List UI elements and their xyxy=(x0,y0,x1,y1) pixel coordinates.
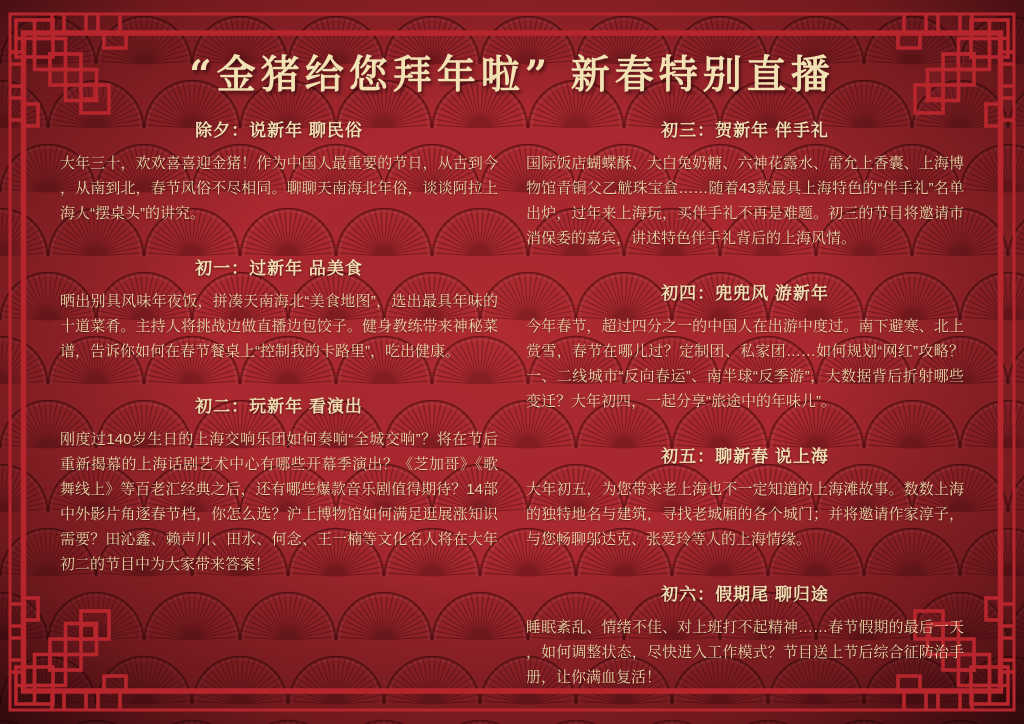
content-columns xyxy=(60,116,964,690)
section-body: 大年三十，欢欢喜喜迎金猪！作为中国人最重要的节日，从古到今，从南到北，春节风俗不尽相同。聊聊天南海北年俗，谈谈阿拉上海人“摆桌头”的讲究。 xyxy=(60,155,498,222)
page-title: “金猪给您拜年啦” 新春特别直播 xyxy=(189,52,835,98)
program-section-chuxi xyxy=(60,116,498,226)
right-column xyxy=(526,116,964,690)
section-title: 初二：玩新年 看演出 xyxy=(195,397,363,416)
section-body: 大年初五，为您带来老上海也不一定知道的上海滩故事。数数上海的独特地名与建筑，寻找老城厢的各个城门；并将邀请作家淳子，与您畅聊邬达克、张爱玲等人的上海情缘。 xyxy=(526,481,964,548)
section-body: 晒出别具风味年夜饭，拼凑天南海北“美食地图”，选出最具年味的十道菜肴。主持人将挑战边做直播边包饺子。健身教练带来神秘菜谱，告诉你如何在春节餐桌上“控制我的卡路里”，吃出健康。 xyxy=(60,293,498,360)
section-title: 初五：聊新春 说上海 xyxy=(661,447,829,466)
program-section-chuyi xyxy=(60,254,498,364)
section-title: 初四：兜兜风 游新年 xyxy=(661,284,829,303)
program-section-chuwu xyxy=(526,442,964,552)
section-title: 初三：贺新年 伴手礼 xyxy=(661,121,829,140)
program-section-chuliu xyxy=(526,580,964,690)
left-column xyxy=(60,116,498,690)
section-title: 初一：过新年 品美食 xyxy=(195,259,363,278)
section-body: 今年春节，超过四分之一的中国人在出游中度过。南下避寒、北上赏雪，春节在哪儿过？定制团、私家团……如何规划“网红”攻略？一、二线城市“反向春运”、南半球“反季游”，大数据背后折射哪些变迁？大年初四，一起分享“旅途中的年味儿”。 xyxy=(526,318,964,410)
section-body: 国际饭店蝴蝶酥、大白兔奶糖、六神花露水、雷允上香囊、上海博物馆青铜父乙觥珠宝盒……随着43款最具上海特色的“伴手礼”名单出炉，过年来上海玩，买伴手礼不再是难题。初三的节目将邀请市消保委的嘉宾，讲述特色伴手礼背后的上海风情。 xyxy=(526,155,964,247)
section-title: 除夕：说新年 聊民俗 xyxy=(195,121,363,140)
section-body: 刚度过140岁生日的上海交响乐团如何奏响“全城交响”？将在节后重新揭幕的上海话剧艺术中心有哪些开幕季演出？《芝加哥》《歌舞线上》等百老汇经典之后，还有哪些爆款音乐剧值得期待？14部中外影片角逐春节档，你怎么选？沪上博物馆如何满足逛展涨知识需要？田沁鑫、赖声川、田水、何念、王一楠等文化名人将在大年初二的节目中为大家带来答案！ xyxy=(60,431,498,573)
program-section-chuer xyxy=(60,392,498,577)
program-section-chusan xyxy=(526,116,964,251)
section-title: 初六：假期尾 聊归途 xyxy=(661,585,829,604)
program-section-chusi xyxy=(526,279,964,414)
section-body: 睡眠紊乱、情绪不佳、对上班打不起精神……春节假期的最后一天，如何调整状态，尽快进入工作模式？节目送上节后综合征防治手册，让你满血复活！ xyxy=(526,619,964,686)
